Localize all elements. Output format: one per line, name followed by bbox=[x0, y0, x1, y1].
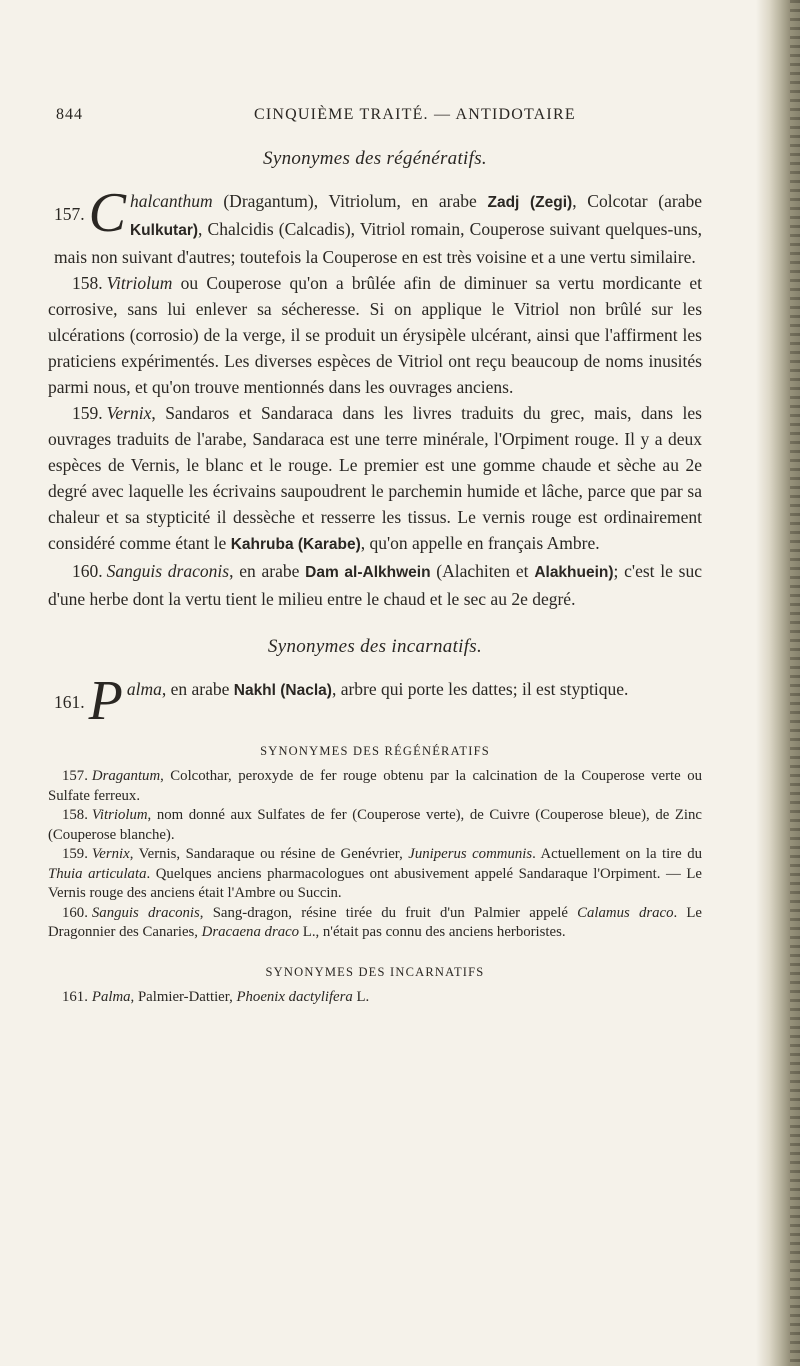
drop-cap: C bbox=[88, 182, 126, 244]
drop-cap: P bbox=[88, 670, 123, 732]
running-head: CINQUIÈME TRAITÉ. — ANTIDOTAIRE bbox=[254, 106, 576, 123]
paragraph-157: 157. C halcanthum (Dragantum), Vitriolum, en arabe Zadj (Zegi), Colcotar (arabe Kulkutar), Chalcidis (Calcadis), Vitriol romain, Couperose suivant quelques-uns, mais non suivant d'autres; toutefois la Couperose en est très voisine et a une vertu similaire. bbox=[54, 182, 703, 267]
book-binding-edge bbox=[790, 0, 800, 1366]
page-body bbox=[48, 148, 702, 1007]
paragraph-159: 159. Vernix, Sandaros et Sandaraca dans les livres traduits du grec, mais, dans les ouvrages traduits de l'arabe, Sandaraca est une terre minérale, l'Orpiment rouge. Il y a deux espèces de Vernis, le blanc et le rouge. Le premier est une gomme chaude et sèche au 2e degré avec laquelle les écrivains saupoudrent le parchemin humide et lâche, parce que par sa chaleur et sa stypticité il dessèche et resserre les tissus. Le vernis rouge est ordinairement considéré comme étant le Kahruba (Karabe), qu'on appelle en français Ambre. bbox=[48, 403, 702, 553]
footnote-161: 161. Palma, Palmier-Dattier, Phoenix dactylifera L. bbox=[62, 988, 370, 1005]
footnote-158: 158. Vitriolum, nom donné aux Sulfates de fer (Couperose verte), de Cuivre (Couperose bleue), de Zinc (Couperose blanche). bbox=[48, 807, 702, 843]
page-header bbox=[0, 106, 800, 128]
paragraph-number: 158. bbox=[72, 273, 103, 293]
footnote-heading-incarnatifs: SYNONYMES DES INCARNATIFS bbox=[265, 964, 485, 979]
paragraph-number: 159. bbox=[72, 403, 103, 423]
section-title-regeneratifs: Synonymes des régénératifs. bbox=[263, 148, 487, 169]
section-title-incarnatifs: Synonymes des incarnatifs. bbox=[267, 636, 483, 657]
footnote-heading-regeneratifs: SYNONYMES DES RÉGÉNÉRATIFS bbox=[260, 744, 490, 758]
paragraph-161: 161. P alma, en arabe Nakhl (Nacla), arbre qui porte les dattes; il est styptique. bbox=[54, 670, 629, 732]
footnote-160: 160. Sanguis draconis, Sang-dragon, résine tirée du fruit d'un Palmier appelé Calamus draco. Le Dragonnier des Canaries, Dracaena draco L., n'était pas connu des anciens herboristes. bbox=[48, 904, 702, 940]
paragraph-number: 161. bbox=[54, 692, 85, 712]
paragraph-158: 158. Vitriolum ou Couperose qu'on a brûlée afin de diminuer sa vertu mordicante et corrosive, sans lui enlever sa sécheresse. Si on applique le Vitriol non brûlé sur les ulcérations (corrosio) de la verge, il se produit un érysipèle ulcérant, ainsi que l'affirment les praticiens expérimentés. Les diverses espèces de Vitriol ont reçu beaucoup de noms inusités parmi nous, et qu'on trouve mentionnés dans les ouvrages anciens. bbox=[48, 273, 702, 397]
footnotes bbox=[48, 744, 702, 1007]
footnote-157: 157. Dragantum, Colcothar, peroxyde de fer rouge obtenu par la calcination de la Couperose verte ou Sulfate ferreux. bbox=[48, 768, 702, 804]
paragraph-160: 160. Sanguis draconis, en arabe Dam al-Alkhwein (Alachiten et Alakhuein); c'est le suc d'une herbe dont la vertu tient le milieu entre le chaud et le sec au 2e degré. bbox=[48, 561, 703, 609]
footnote-159: 159. Vernix, Vernis, Sandaraque ou résine de Genévrier, Juniperus communis. Actuellement on la tire du Thuia articulata. Quelques anciens pharmacologues ont abusivement appelé Sandaraque l'Orpiment. — Le Vernis rouge des anciens était l'Ambre ou Succin. bbox=[48, 846, 703, 901]
page-number: 844 bbox=[56, 106, 83, 123]
paragraph-number: 160. bbox=[72, 561, 103, 581]
paragraph-number: 157. bbox=[54, 204, 85, 224]
